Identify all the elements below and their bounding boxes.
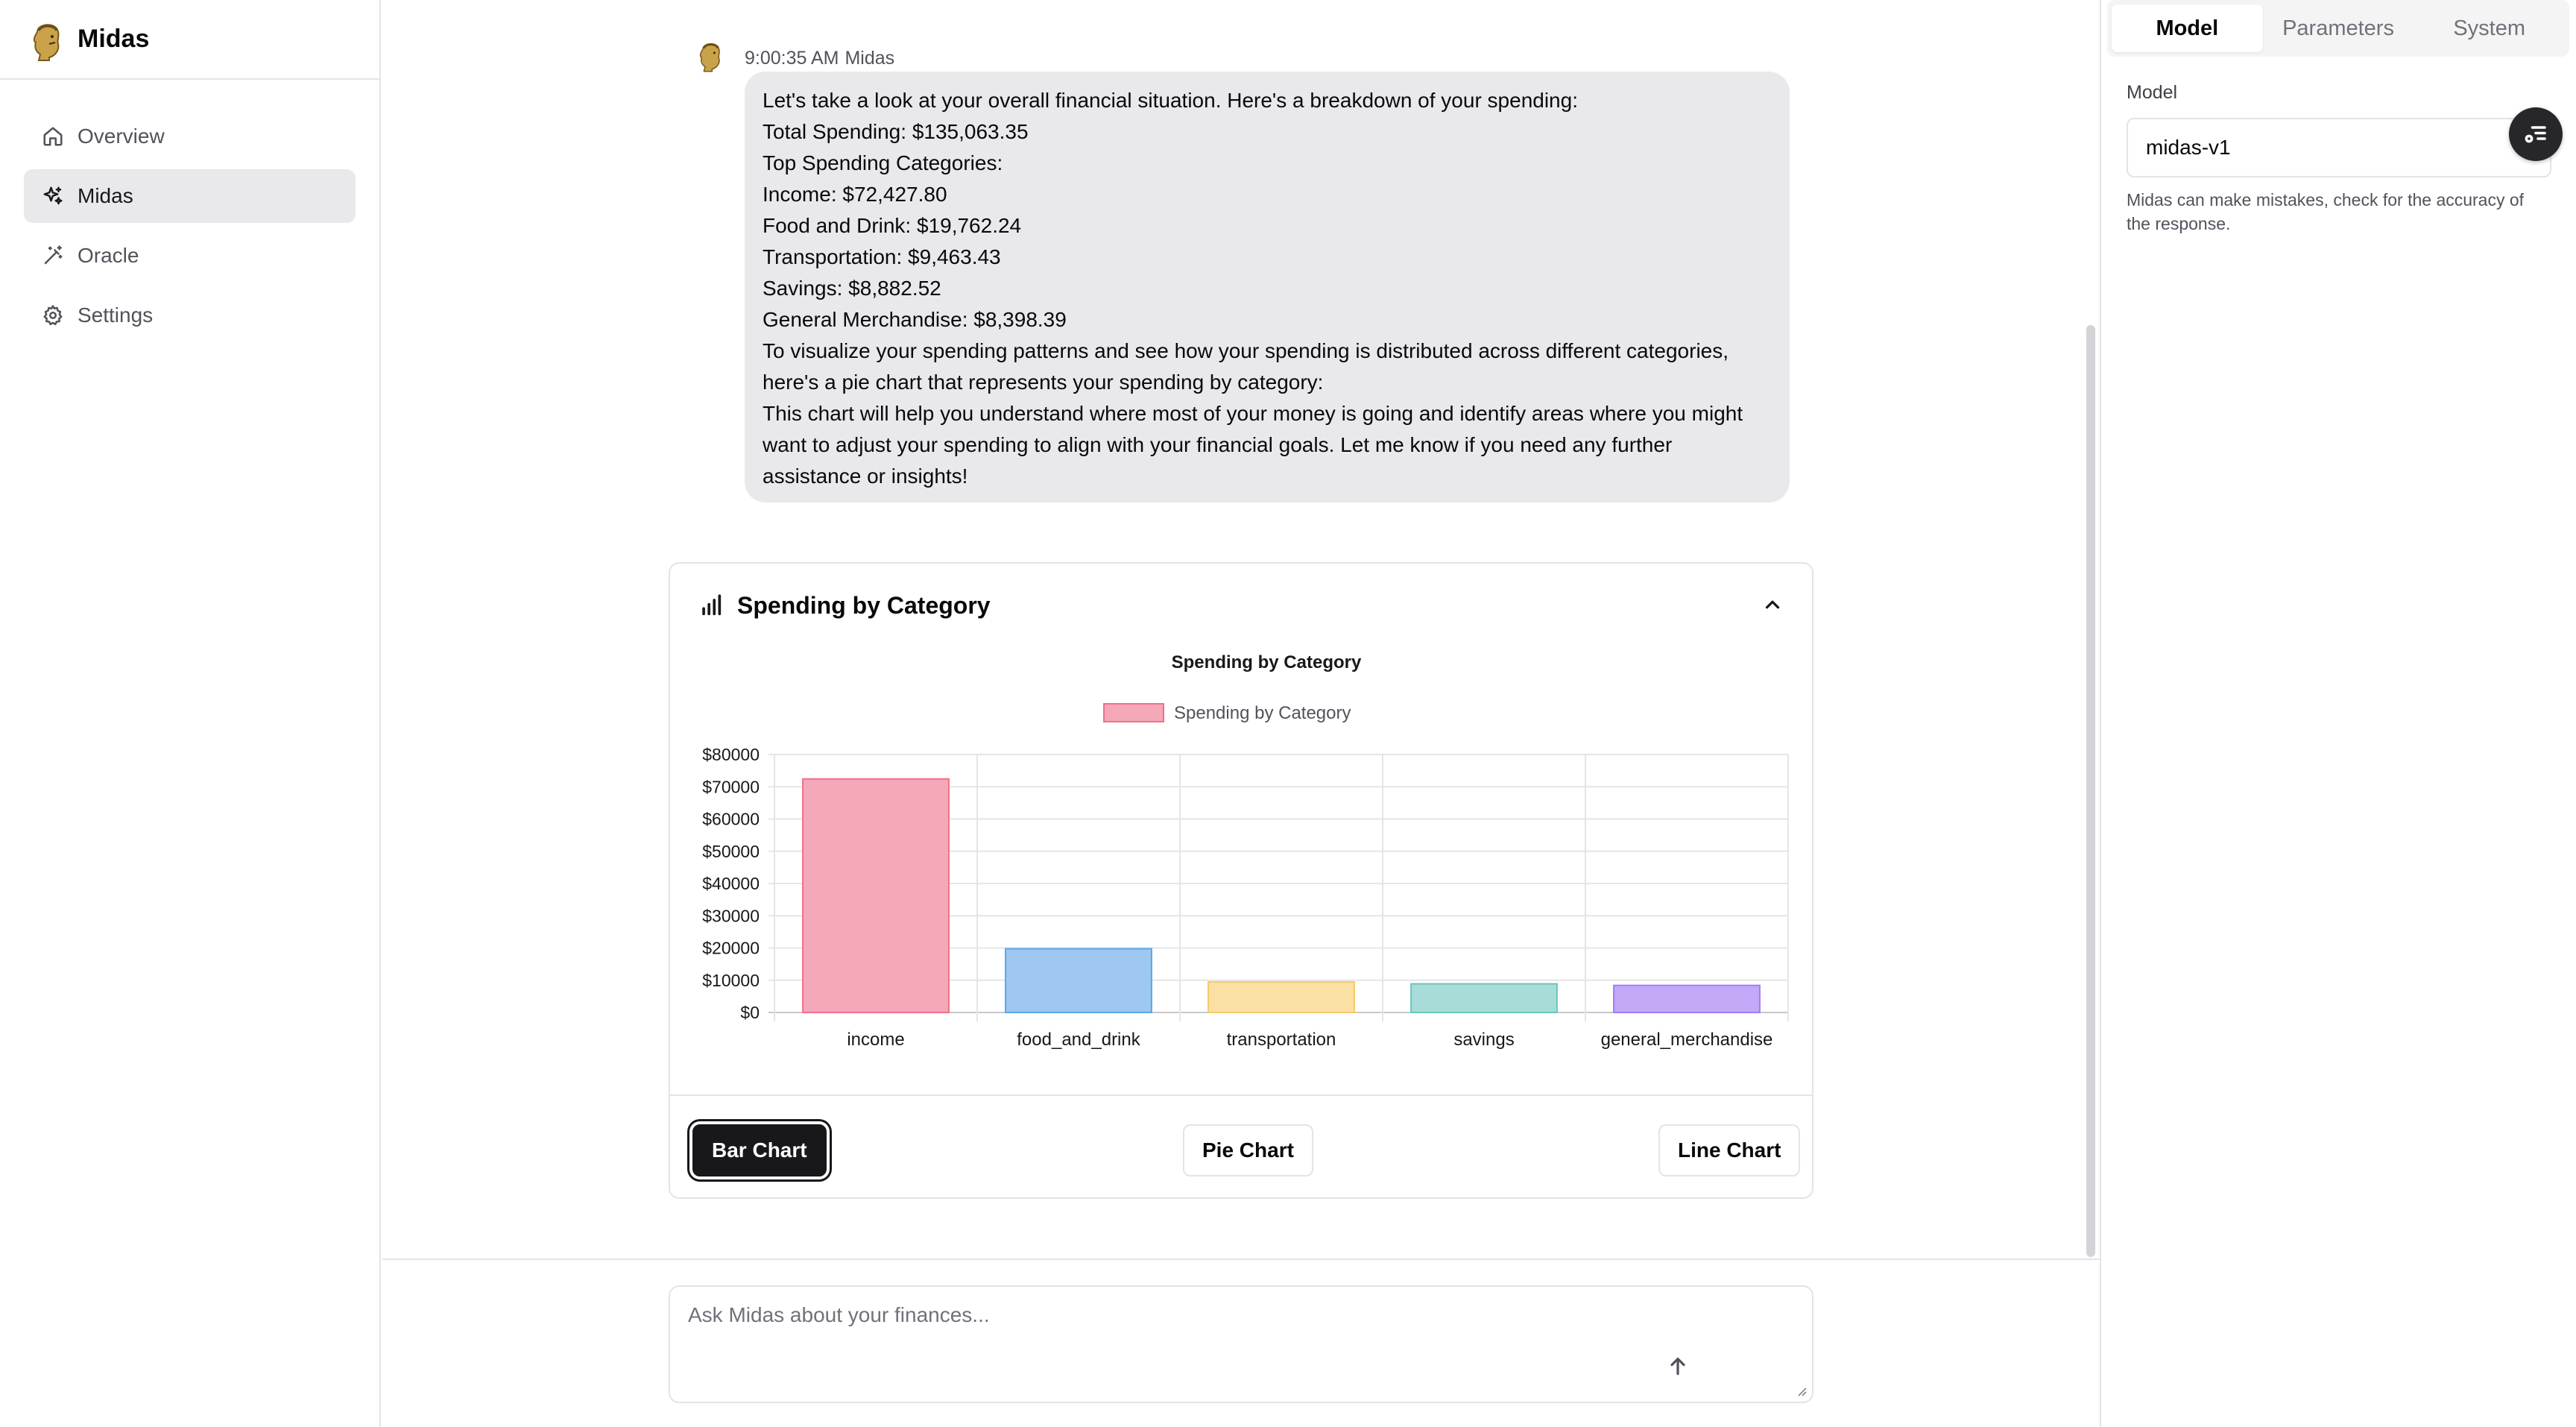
legend-label: Spending by Category — [1174, 703, 1351, 723]
sidebar — [0, 0, 381, 1427]
y-tick-label: $10000 — [702, 970, 760, 990]
x-tick-label: savings — [1453, 1030, 1515, 1050]
message-line: Let's take a look at your overall financial situation. Here's a breakdown of your spending: — [763, 89, 1578, 112]
message-line: Total Spending: $135,063.35 — [763, 120, 1029, 143]
bar-general_merchandise — [1614, 986, 1760, 1012]
list-filter-icon — [2522, 121, 2549, 148]
sidebar-item-midas[interactable] — [24, 169, 356, 223]
floating-menu-button[interactable] — [2509, 107, 2563, 161]
legend-swatch — [1104, 704, 1164, 722]
y-tick-label: $60000 — [702, 809, 760, 829]
resize-grip-icon[interactable] — [1796, 1385, 1808, 1397]
message-line: This chart will help you understand where most of your money is going and identify areas where you might want to adjust your spending to align with your financial goals. Let me know if you need any further assistance or insights! — [763, 402, 1743, 488]
app-name: Midas — [78, 25, 150, 53]
sparkles-icon — [42, 185, 64, 207]
model-field-label: Model — [2127, 82, 2178, 103]
midas-avatar-icon — [695, 37, 726, 73]
message-author: Midas — [845, 48, 895, 69]
message-time: 9:00:35 AM — [745, 48, 839, 69]
message-line: Food and Drink: $19,762.24 — [763, 214, 1022, 237]
message-meta — [745, 48, 894, 69]
chevron-up-icon[interactable] — [1761, 593, 1784, 616]
message-line: General Merchandise: $8,398.39 — [763, 308, 1067, 331]
sidebar-item-label: Midas — [78, 184, 133, 207]
bar-food_and_drink — [1006, 949, 1152, 1012]
sidebar-item-label: Settings — [78, 303, 154, 327]
model-select[interactable]: midas-v1 — [2127, 118, 2551, 177]
message-line: Savings: $8,882.52 — [763, 277, 941, 300]
sidebar-item-settings[interactable] — [24, 289, 356, 342]
wand-icon — [42, 245, 64, 267]
send-arrow-up-icon[interactable] — [1666, 1354, 1690, 1378]
assistant-message-bubble — [745, 72, 1790, 503]
y-tick-label: $0 — [740, 1003, 760, 1022]
sidebar-item-oracle[interactable] — [24, 229, 356, 283]
bar-chart — [670, 647, 1812, 1094]
gear-icon — [42, 304, 64, 327]
y-tick-label: $80000 — [702, 745, 760, 764]
brand[interactable] — [0, 0, 379, 80]
sidebar-item-overview[interactable] — [24, 110, 356, 163]
pie-chart-button[interactable]: Pie Chart — [1183, 1124, 1313, 1176]
bar-chart-button[interactable]: Bar Chart — [692, 1124, 827, 1176]
chart-card-title: Spending by Category — [737, 591, 991, 619]
message-input-box — [669, 1285, 1813, 1403]
message-line: Top Spending Categories: — [763, 151, 1003, 174]
tab-parameters[interactable]: Parameters — [2282, 16, 2394, 40]
line-chart-button[interactable]: Line Chart — [1658, 1124, 1800, 1176]
chat-scrollbar[interactable] — [2086, 325, 2095, 1257]
composer — [382, 1259, 2100, 1427]
chart-type-switcher — [670, 1094, 1812, 1199]
y-tick-label: $50000 — [702, 841, 760, 861]
sidebar-item-label: Oracle — [78, 244, 139, 267]
sidebar-nav — [0, 80, 379, 342]
bar-chart-icon — [698, 593, 724, 618]
y-tick-label: $40000 — [702, 874, 760, 893]
bar-savings — [1411, 984, 1557, 1012]
chart-card — [669, 562, 1813, 1199]
tab-system[interactable]: System — [2453, 16, 2526, 40]
bar-income — [803, 779, 949, 1012]
x-tick-label: transportation — [1226, 1030, 1336, 1050]
disclaimer-text: Midas can make mistakes, check for the accuracy of the response. — [2127, 190, 2525, 233]
chart-card-header[interactable] — [670, 564, 1812, 647]
y-tick-label: $70000 — [702, 777, 760, 797]
bar-transportation — [1208, 982, 1354, 1012]
settings-tabs — [2107, 0, 2569, 57]
x-tick-label: income — [847, 1030, 905, 1050]
tab-model[interactable]: Model — [2112, 4, 2263, 52]
message-line: To visualize your spending patterns and see how your spending is distributed across different categories, here's a pie chart that represents your spending by category: — [763, 339, 1729, 394]
sidebar-item-label: Overview — [78, 125, 165, 148]
x-tick-label: food_and_drink — [1017, 1030, 1140, 1050]
chat-area — [382, 0, 2100, 1260]
x-tick-label: general_merchandise — [1600, 1030, 1773, 1050]
chart-title: Spending by Category — [1171, 652, 1362, 672]
settings-panel — [2100, 0, 2576, 1427]
y-tick-label: $20000 — [702, 938, 760, 958]
home-icon — [42, 125, 64, 148]
message-line: Income: $72,427.80 — [763, 183, 947, 206]
midas-logo-icon — [27, 17, 67, 62]
message-input[interactable] — [670, 1287, 1812, 1402]
y-tick-label: $30000 — [702, 906, 760, 926]
message-line: Transportation: $9,463.43 — [763, 245, 1001, 268]
